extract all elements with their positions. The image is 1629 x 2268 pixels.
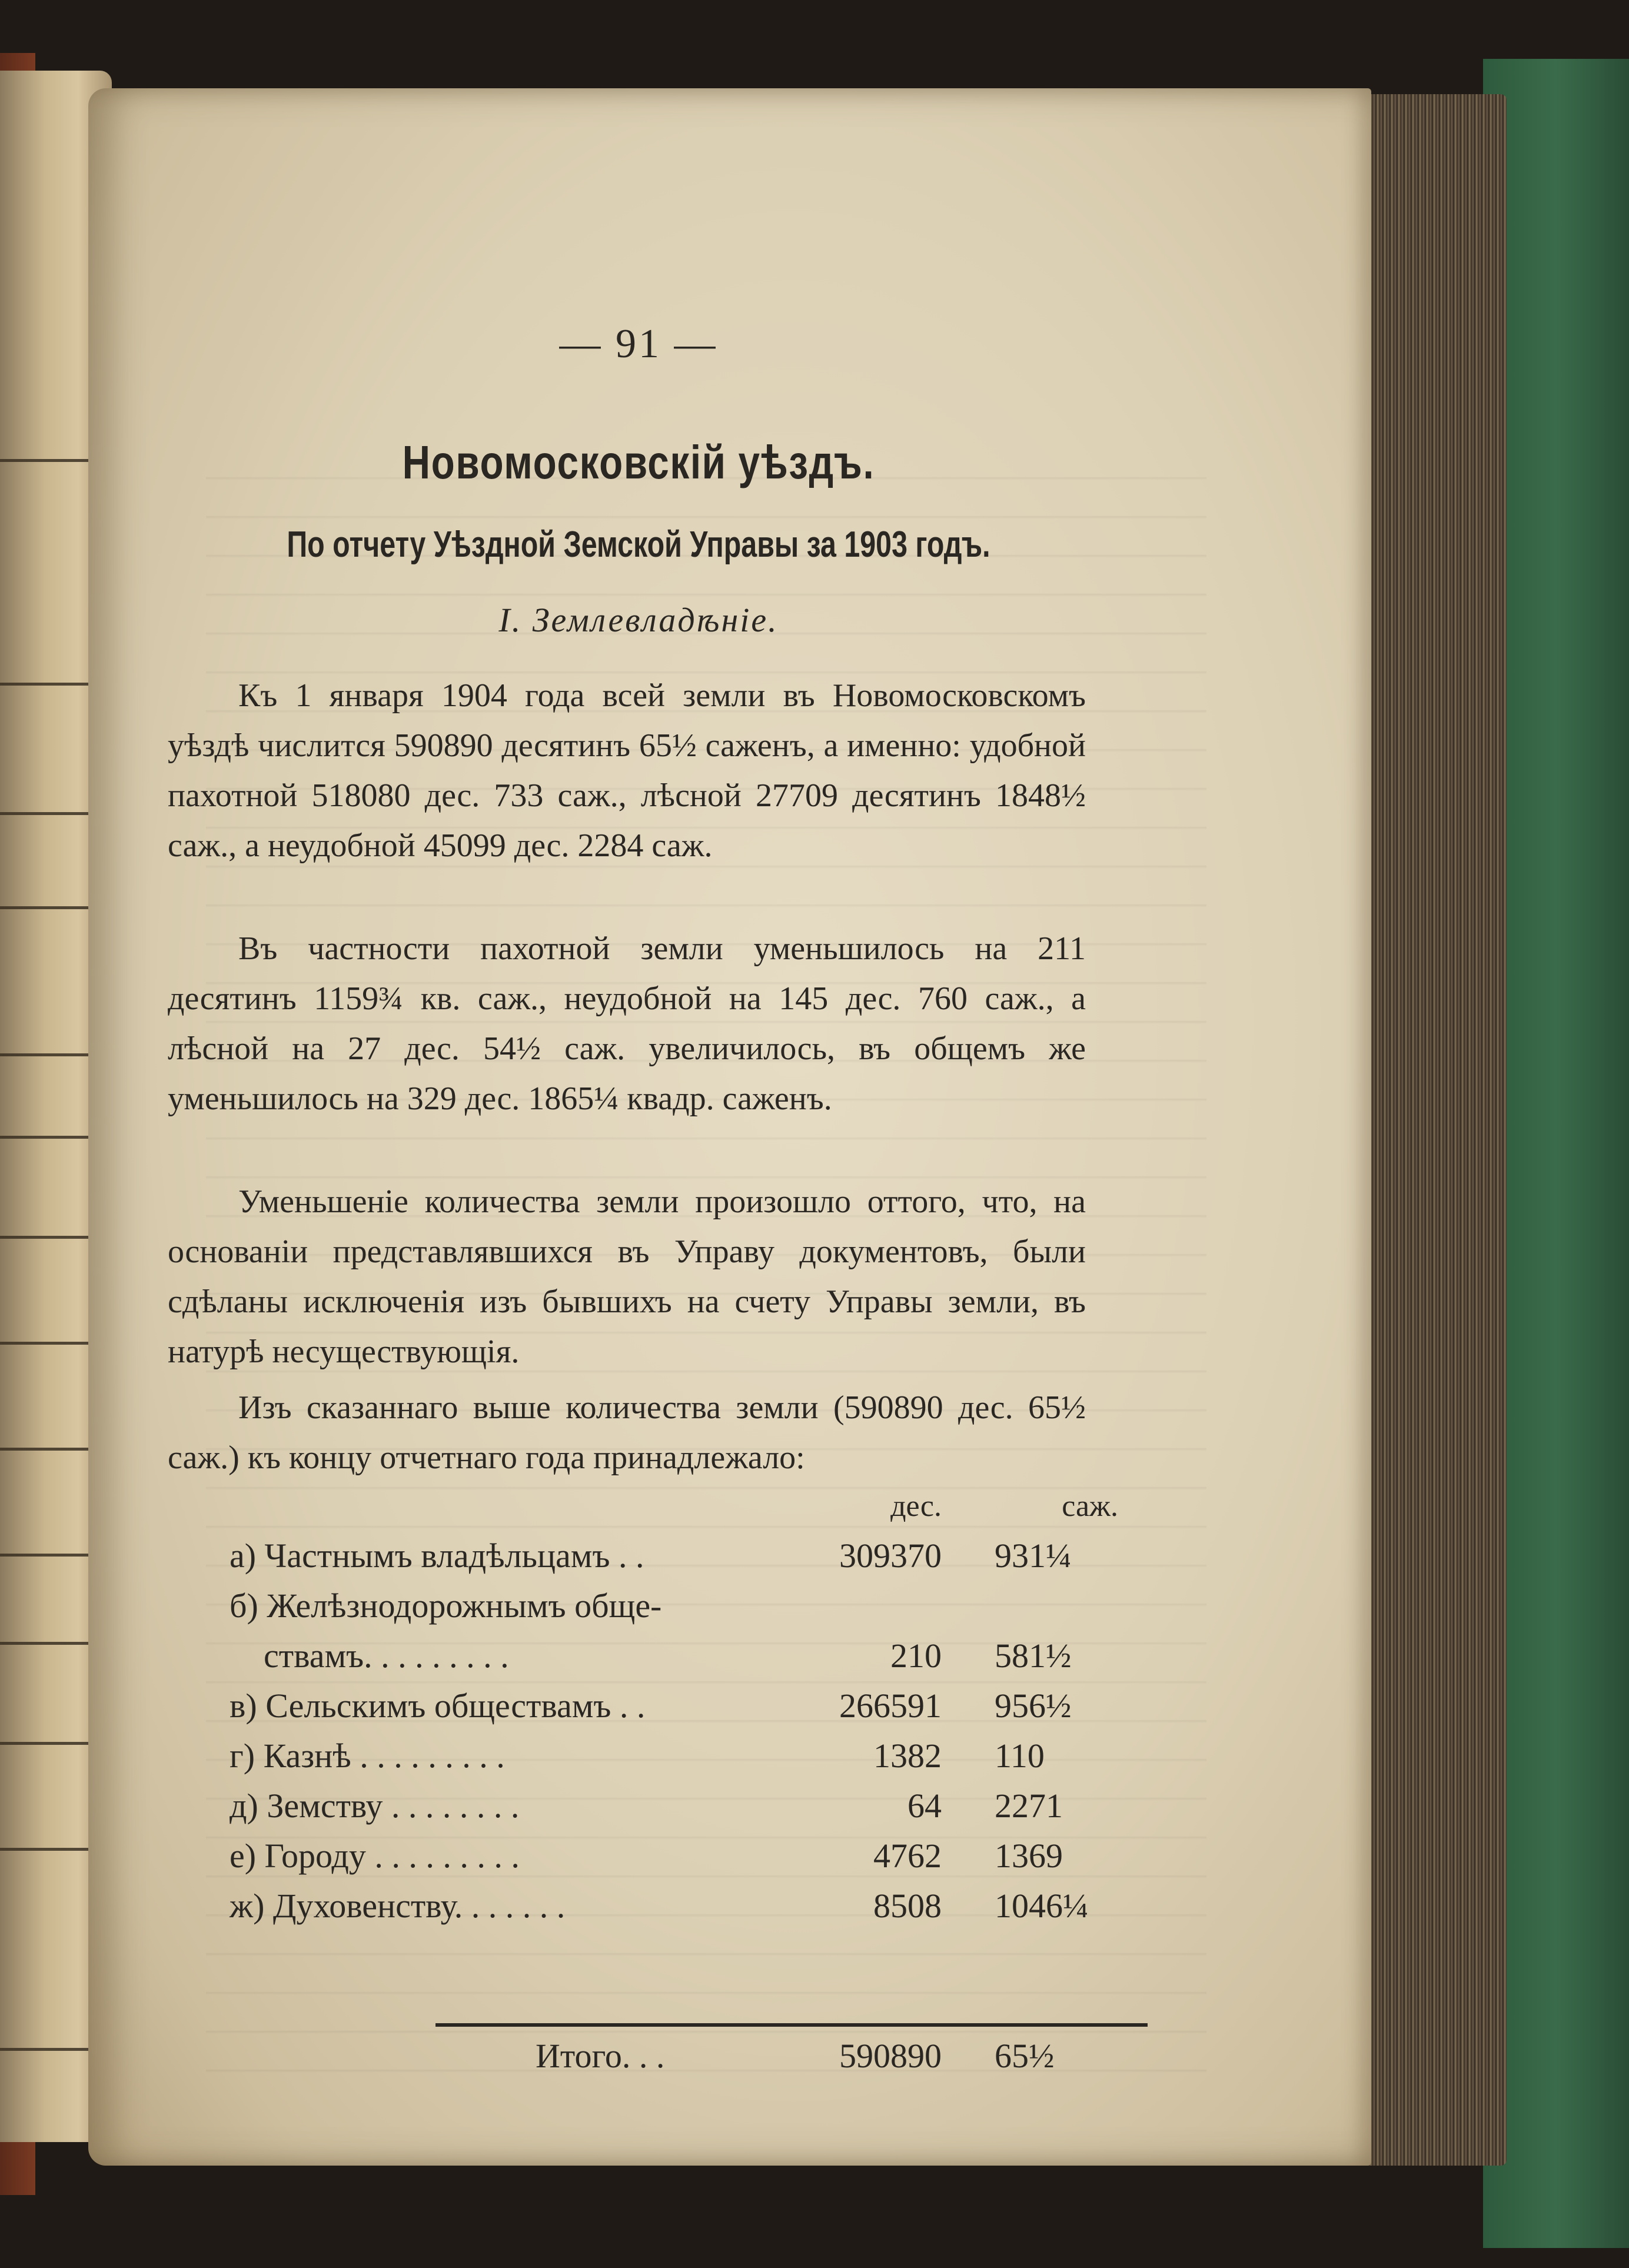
row-desyatin: 309370 bbox=[839, 1537, 942, 1575]
table-row bbox=[230, 1636, 1148, 1683]
row-sazhen: 1046¼ bbox=[995, 1887, 1089, 1925]
header-sazhen: саж. bbox=[1062, 1489, 1118, 1523]
row-label: ствамъ. . . . . . . . . bbox=[230, 1637, 509, 1675]
row-desyatin: 1382 bbox=[873, 1737, 942, 1775]
row-label: б) Желѣзнодорожнымъ обще- bbox=[230, 1587, 662, 1625]
page-subtitle: По отчету Уѣздной Земской Управы за 1903 годъ. bbox=[287, 524, 990, 565]
row-label: а) Частнымъ владѣльцамъ . . bbox=[230, 1537, 644, 1575]
row-desyatin: 266591 bbox=[839, 1687, 942, 1725]
total-rule-divider bbox=[435, 2023, 1148, 2027]
row-sazhen: 2271 bbox=[995, 1787, 1063, 1825]
table-row bbox=[230, 1886, 1148, 1933]
row-sazhen: 581½ bbox=[995, 1637, 1072, 1675]
total-label: Итого. . . bbox=[536, 2037, 665, 2075]
paragraph: Къ 1 января 1904 года всей земли въ Новомосковскомъ уѣздѣ числится 590890 десятинъ 65½ саженъ, а именно: удобной пахотной 518080 дес. 733 саж., лѣсной 27709 десятинъ 1848½ саж., а неудобной 45099 дес. 2284 саж. bbox=[168, 677, 1086, 864]
row-sazhen: 110 bbox=[995, 1737, 1045, 1775]
total-desyatin: 590890 bbox=[839, 2037, 942, 2075]
table-row bbox=[230, 1536, 1148, 1583]
row-label: г) Казнѣ . . . . . . . . . bbox=[230, 1737, 505, 1775]
section-heading: I. Землевладѣніе. bbox=[498, 601, 779, 639]
total-sazhen: 65½ bbox=[995, 2037, 1055, 2075]
page-block-edges bbox=[1365, 94, 1507, 2166]
paragraph: Изъ сказаннаго выше количества земли (590890 дес. 65½ саж.) къ концу отчетнаго года принадлежало: bbox=[168, 1389, 1086, 1476]
page-number: — 91 — bbox=[559, 321, 718, 367]
row-desyatin: 210 bbox=[890, 1637, 942, 1675]
table-row bbox=[230, 1836, 1148, 1883]
row-desyatin: 8508 bbox=[873, 1887, 942, 1925]
table-row bbox=[230, 1736, 1148, 1783]
table-row bbox=[230, 1586, 1148, 1633]
row-label: ж) Духовенству. . . . . . . bbox=[230, 1887, 566, 1925]
table-header bbox=[230, 1489, 1148, 1530]
row-label: д) Земству . . . . . . . . bbox=[230, 1787, 520, 1825]
row-desyatin: 64 bbox=[907, 1787, 942, 1825]
table-row bbox=[230, 1786, 1148, 1833]
row-sazhen: 1369 bbox=[995, 1837, 1063, 1875]
table-total-row bbox=[230, 2036, 1148, 2083]
paragraph: Уменьшеніе количества земли произошло оттого, что, на основаніи представлявшихся въ Управу документовъ, были сдѣланы исключенія изъ бывшихъ на счету Управы земли, въ натурѣ несуществующія. bbox=[168, 1183, 1086, 1370]
row-sazhen: 931¼ bbox=[995, 1537, 1072, 1575]
row-sazhen: 956½ bbox=[995, 1687, 1072, 1725]
table-row bbox=[230, 1686, 1148, 1733]
header-desyatin: дес. bbox=[890, 1489, 942, 1523]
row-label: в) Сельскимъ обществамъ . . bbox=[230, 1687, 646, 1725]
page-title: Новомосковскій уѣздъ. bbox=[402, 436, 875, 488]
row-label: е) Городу . . . . . . . . . bbox=[230, 1837, 520, 1875]
row-desyatin: 4762 bbox=[873, 1837, 942, 1875]
book-page bbox=[88, 88, 1371, 2166]
paragraph: Въ частности пахотной земли уменьшилось на 211 десятинъ 1159¾ кв. саж., неудобной на 145 дес. 760 саж., а лѣсной на 27 дес. 54½ саж. увеличилось, въ общемъ же уменьшилось на 329 дес. 1865¼ квадр. саженъ. bbox=[168, 930, 1086, 1117]
